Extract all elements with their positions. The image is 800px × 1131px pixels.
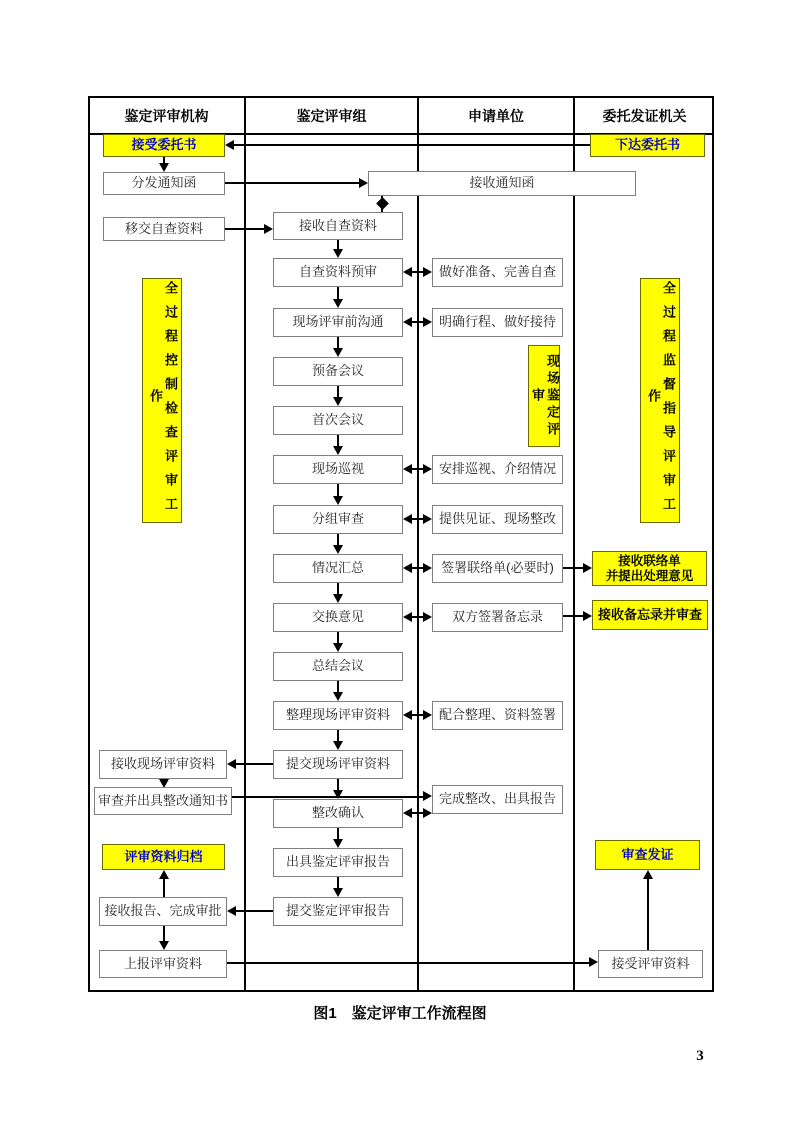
connector-line xyxy=(337,240,339,249)
arrowhead-down-icon xyxy=(333,741,343,750)
connector-line xyxy=(563,567,583,569)
lane-header-certifying-authority: 委托发证机关 xyxy=(602,107,687,124)
connector-line xyxy=(337,386,339,397)
node-review-certify: 审查发证 xyxy=(595,840,700,870)
connector-line xyxy=(412,812,423,814)
arrowhead-down-icon xyxy=(333,545,343,554)
node-pre-review-comm: 现场评审前沟通 xyxy=(273,308,403,337)
arrowhead-left-icon xyxy=(403,808,412,818)
arrowhead-down-icon xyxy=(333,446,343,455)
arrowhead-up-icon xyxy=(159,870,169,879)
node-site-tour: 现场巡视 xyxy=(273,455,403,484)
connector-line xyxy=(337,484,339,496)
node-rectify-confirm: 整改确认 xyxy=(273,799,403,828)
node-sign-memo: 双方签署备忘录 xyxy=(432,603,563,632)
arrowhead-right-icon xyxy=(423,317,432,327)
node-review-issue-notice: 审查并出具整改通知书 xyxy=(94,787,232,815)
lane-header-review-institution: 鉴定评审机构 xyxy=(124,107,209,124)
node-report-review-docs: 上报评审资料 xyxy=(99,950,227,978)
node-full-process-supervise: 全过程监督指导评审工作 xyxy=(640,278,680,523)
node-exchange-opinions: 交换意见 xyxy=(273,603,403,632)
arrowhead-down-icon xyxy=(333,397,343,406)
arrowhead-down-icon xyxy=(333,643,343,652)
arrowhead-left-icon xyxy=(403,563,412,573)
arrowhead-down-icon xyxy=(333,594,343,603)
arrowhead-down-icon xyxy=(333,692,343,701)
connector-line xyxy=(337,730,339,741)
node-submit-site-docs: 提交现场评审资料 xyxy=(273,750,403,779)
node-accept-commission: 接受委托书 xyxy=(103,134,225,157)
node-provide-witness: 提供见证、现场整改 xyxy=(432,505,563,534)
lane-header-review-group: 鉴定评审组 xyxy=(296,107,367,124)
figure-caption: 图1 鉴定评审工作流程图 xyxy=(313,1005,487,1022)
connector-line xyxy=(412,271,423,273)
connector-line xyxy=(412,714,423,716)
arrowhead-right-icon xyxy=(589,957,598,967)
connector-line xyxy=(337,337,339,348)
arrowhead-right-icon xyxy=(423,612,432,622)
arrowhead-right-icon xyxy=(264,224,273,234)
node-confirm-itinerary: 明确行程、做好接待 xyxy=(432,308,563,337)
node-summary-meeting: 总结会议 xyxy=(273,652,403,681)
connector-line xyxy=(337,779,339,790)
connector-line xyxy=(337,583,339,594)
arrowhead-up-icon xyxy=(643,870,653,879)
node-receive-liaison-line1: 接收联络单 xyxy=(618,554,681,569)
node-full-process-control: 全过程控制检查评审工作 xyxy=(142,278,182,523)
arrowhead-right-icon xyxy=(423,514,432,524)
arrowhead-left-icon xyxy=(403,514,412,524)
arrowhead-down-icon xyxy=(333,348,343,357)
connector-line xyxy=(412,518,423,520)
arrowhead-left-icon xyxy=(403,464,412,474)
node-archive-docs: 评审资料归档 xyxy=(102,844,225,870)
arrowhead-down-icon xyxy=(333,839,343,848)
node-accept-review-docs: 接受评审资料 xyxy=(598,950,703,978)
connector-line xyxy=(236,763,273,765)
node-complete-rectify: 完成整改、出具报告 xyxy=(432,785,563,814)
arrowhead-left-icon xyxy=(227,906,236,916)
node-site-review-label: 现场鉴定评审 xyxy=(528,345,560,447)
node-receive-selfcheck: 接收自查资料 xyxy=(273,212,403,240)
arrowhead-right-icon xyxy=(583,611,592,621)
node-submit-report: 提交鉴定评审报告 xyxy=(273,897,403,926)
node-receive-report-approve: 接收报告、完成审批 xyxy=(99,897,227,926)
connector-line xyxy=(412,468,423,470)
node-distribute-notice: 分发通知函 xyxy=(103,172,225,195)
arrowhead-right-icon xyxy=(423,464,432,474)
connector-line xyxy=(412,321,423,323)
node-situation-summary: 情况汇总 xyxy=(273,554,403,583)
connector-line xyxy=(225,182,359,184)
connector-line xyxy=(163,879,165,897)
node-arrange-tour: 安排巡视、介绍情况 xyxy=(432,455,563,484)
node-issue-commission: 下达委托书 xyxy=(590,134,705,157)
connector-line xyxy=(337,287,339,299)
connector-line xyxy=(227,962,589,964)
arrowhead-right-icon xyxy=(583,563,592,573)
connector-line xyxy=(647,879,649,950)
node-organize-site-docs: 整理现场评审资料 xyxy=(273,701,403,730)
arrowhead-left-icon xyxy=(403,710,412,720)
connector-line xyxy=(337,828,339,839)
arrowhead-right-icon xyxy=(423,267,432,277)
node-receive-memo: 接收备忘录并审查 xyxy=(592,600,708,630)
lane-divider-2 xyxy=(417,96,419,992)
arrowhead-right-icon xyxy=(423,563,432,573)
lane-divider-1 xyxy=(244,96,246,992)
node-prep-meeting: 预备会议 xyxy=(273,357,403,386)
arrowhead-down-icon xyxy=(333,888,343,897)
node-receive-liaison-line2: 并提出处理意见 xyxy=(605,568,694,583)
connector-line xyxy=(412,616,423,618)
arrowhead-down-icon xyxy=(333,299,343,308)
node-receive-liaison xyxy=(592,551,707,586)
node-selfcheck-preview: 自查资料预审 xyxy=(273,258,403,287)
connector-line xyxy=(337,681,339,692)
arrowhead-down-icon xyxy=(333,249,343,258)
page-number: 3 xyxy=(696,1048,704,1064)
arrowhead-right-icon xyxy=(359,178,368,188)
lane-header-applicant: 申请单位 xyxy=(468,107,524,124)
arrowhead-down-icon xyxy=(159,941,169,950)
node-receive-notice: 接收通知函 xyxy=(368,171,636,196)
connector-line xyxy=(225,228,264,230)
node-prepare-selfcheck: 做好准备、完善自查 xyxy=(432,258,563,287)
lane-divider-3 xyxy=(573,96,575,992)
connector-line xyxy=(412,567,423,569)
arrowhead-down-icon xyxy=(333,496,343,505)
node-cooperate-organize: 配合整理、资料签署 xyxy=(432,701,563,730)
connector-line xyxy=(234,144,590,146)
connector-line xyxy=(563,615,583,617)
connector-line xyxy=(337,435,339,446)
connector-line xyxy=(163,926,165,941)
node-sign-liaison: 签署联络单(必要时) xyxy=(432,554,563,583)
arrowhead-down-icon xyxy=(159,163,169,172)
arrowhead-right-icon xyxy=(423,808,432,818)
arrowhead-right-icon xyxy=(423,791,432,801)
node-transfer-selfcheck: 移交自查资料 xyxy=(103,217,225,241)
connector-line xyxy=(337,534,339,545)
connector-line xyxy=(236,910,273,912)
node-group-review: 分组审查 xyxy=(273,505,403,534)
node-first-meeting: 首次会议 xyxy=(273,406,403,435)
connector-line xyxy=(337,632,339,643)
arrowhead-left-icon xyxy=(227,759,236,769)
arrowhead-left-icon xyxy=(225,140,234,150)
connector-line xyxy=(337,877,339,888)
arrowhead-right-icon xyxy=(423,710,432,720)
arrowhead-left-icon xyxy=(403,317,412,327)
arrowhead-left-icon xyxy=(403,267,412,277)
node-receive-site-docs: 接收现场评审资料 xyxy=(99,750,227,779)
node-issue-report: 出具鉴定评审报告 xyxy=(273,848,403,877)
connector-line xyxy=(232,796,423,798)
arrowhead-left-icon xyxy=(403,612,412,622)
